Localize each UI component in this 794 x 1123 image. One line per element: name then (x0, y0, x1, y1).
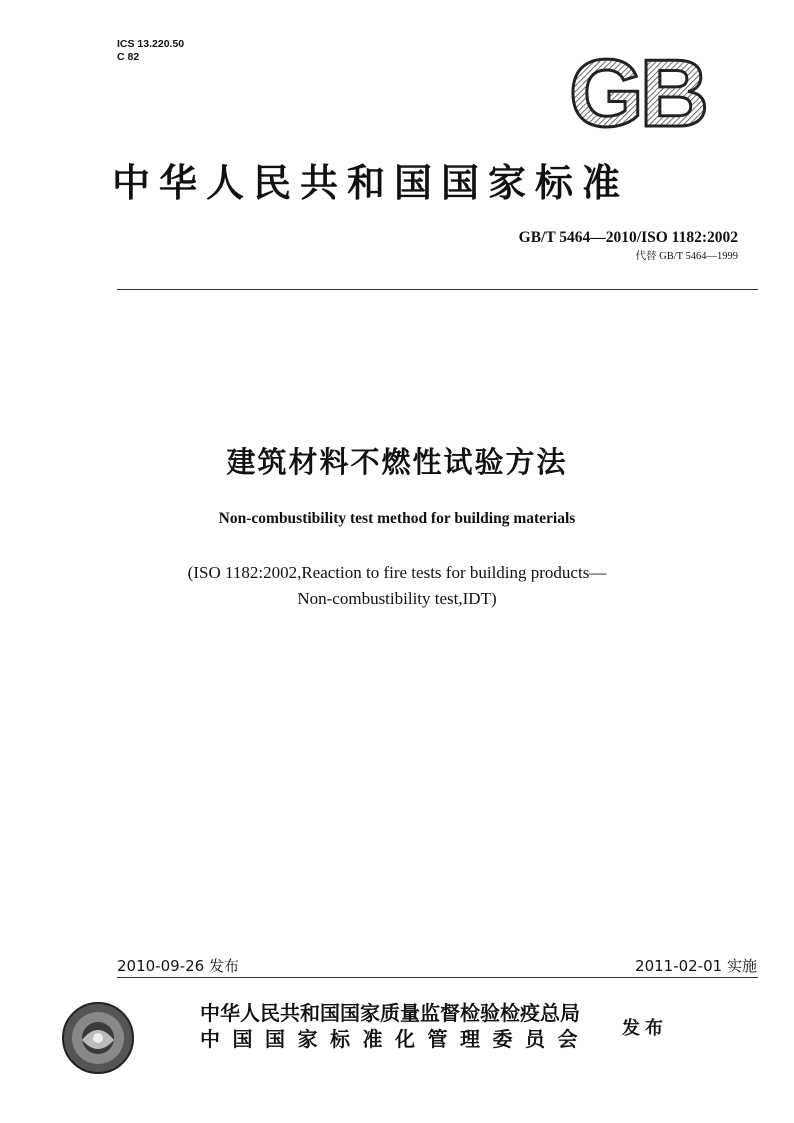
standard-code: GB/T 5464—2010/ISO 1182:2002 (518, 229, 738, 246)
national-standard-title: 中华人民共和国国家标准 (112, 161, 630, 205)
standard-code-block (519, 229, 738, 263)
iso-reference (0, 560, 794, 612)
header-divider (117, 289, 758, 290)
replaces-note: 代替 GB/T 5464—1999 (635, 251, 738, 262)
gb-logo (552, 52, 722, 132)
issue-date: 2010-09-26 发布 (117, 957, 239, 975)
iso-reference-line1: (ISO 1182:2002,Reaction to fire tests for building products— (187, 563, 607, 582)
iso-reference-line2: Non-combustibility test,IDT) (297, 589, 497, 608)
document-title-en: Non-combustibility test method for building materials (218, 510, 576, 527)
implementation-date: 2011-02-01 实施 (635, 957, 757, 975)
issuer-line2: 中国国家标准化管理委员会 (200, 1027, 590, 1051)
classification-codes (117, 38, 184, 64)
footer-divider (117, 977, 758, 978)
publish-label: 发布 (622, 1018, 668, 1039)
ccs-code: C 82 (117, 51, 140, 63)
issuing-authorities (200, 1000, 590, 1052)
ics-code: ICS 13.220.50 (117, 38, 185, 50)
svg-text:GB: GB (569, 52, 705, 132)
document-title-cn: 建筑材料不燃性试验方法 (226, 445, 568, 479)
official-seal-icon (60, 1000, 136, 1076)
issuer-line1: 中华人民共和国国家质量监督检验检疫总局 (200, 1001, 580, 1025)
